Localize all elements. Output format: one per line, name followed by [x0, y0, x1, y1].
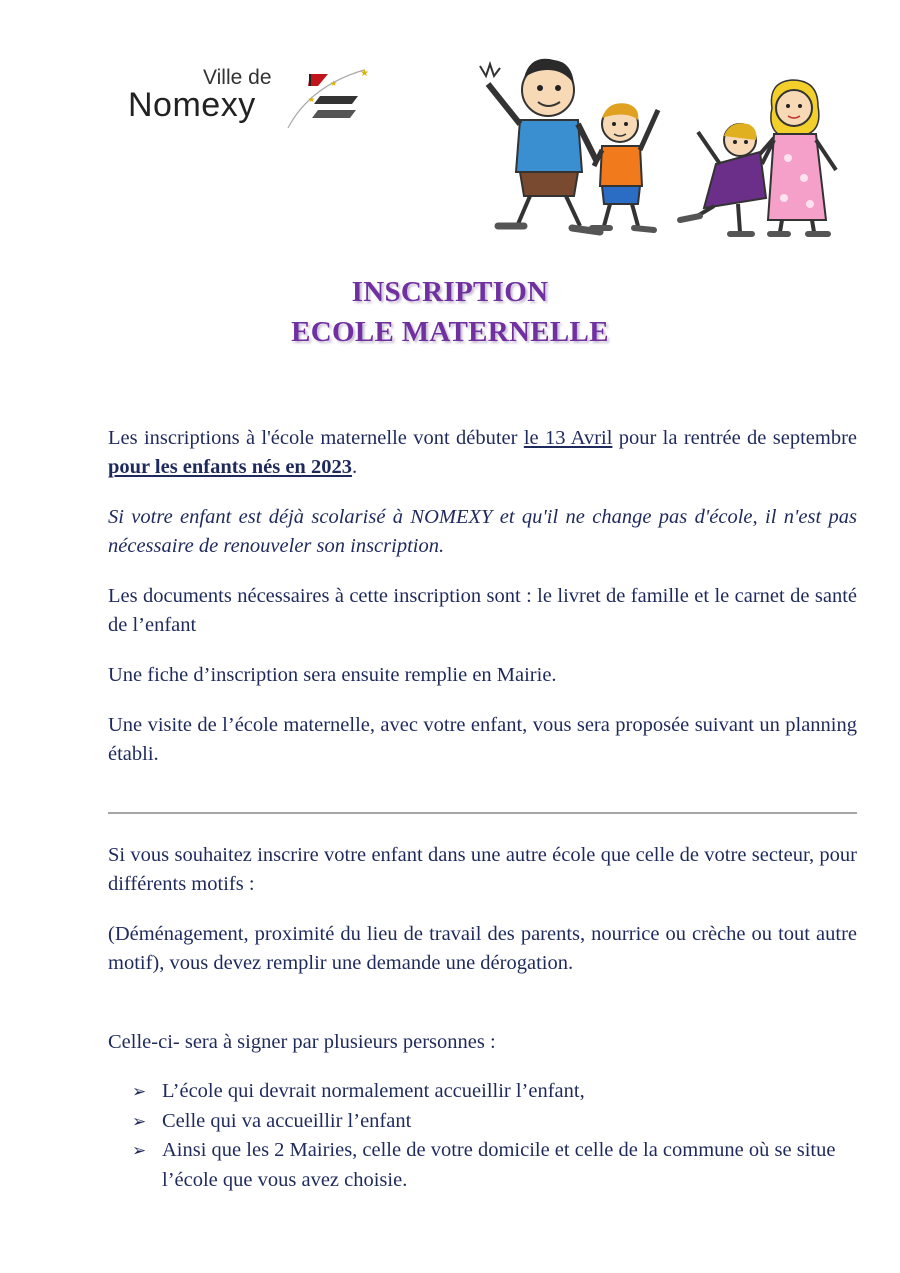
divider	[108, 812, 857, 814]
nomexy-logo	[128, 66, 368, 136]
logo-name-text: Nomexy	[128, 86, 256, 124]
mom-figure	[762, 80, 836, 234]
paragraph-visit: Une visite de l’école maternelle, avec votre enfant, vous sera proposée suivant un planning établi.	[108, 714, 857, 765]
nomexy-logo-icon	[280, 66, 370, 136]
list-item	[132, 1077, 857, 1107]
list-item	[132, 1107, 857, 1137]
list-item-text: L’école qui devrait normalement accueillir l’enfant,	[162, 1080, 585, 1102]
paragraph-other-school: Si vous souhaitez inscrire votre enfant dans une autre école que celle de votre secteur, pour différents motifs :	[108, 844, 857, 895]
paragraph-signatures: Celle-ci- sera à signer par plusieurs personnes :	[108, 1031, 496, 1053]
p1-text-c: .	[351, 456, 358, 478]
paragraph-reasons: (Déménagement, proximité du lieu de travail des parents, nourrice ou crèche ou tout autre motif), vous devez remplir une demande une dérogation.	[108, 923, 857, 974]
paragraph-dates	[108, 424, 857, 482]
paragraph-form: Une fiche d’inscription sera ensuite remplie en Mairie.	[108, 664, 557, 686]
arrow-bullet-icon: ➢	[132, 1082, 147, 1101]
signatories-list	[132, 1077, 857, 1195]
paragraph-documents: Les documents nécessaires à cette inscription sont : le livret de famille et le carnet de santé de l’enfant	[108, 585, 857, 636]
svg-text:★: ★	[308, 95, 316, 104]
page-title-line1: INSCRIPTION	[351, 276, 549, 308]
list-item-text: Ainsi que les 2 Mairies, celle de votre domicile et celle de la commune où se situe l’école que vous avez choisie.	[162, 1139, 836, 1191]
logo-ville-text: Ville de	[203, 66, 272, 89]
dad-figure	[480, 59, 600, 232]
p1-date: le 13 Avril	[523, 427, 613, 449]
paragraph-already-enrolled: Si votre enfant est déjà scolarisé à NOMEXY et qu'il ne change pas d'école, il n'est pas nécessaire de renouveler son inscription.	[108, 506, 857, 557]
arrow-bullet-icon: ➢	[132, 1111, 147, 1131]
svg-text:★: ★	[330, 79, 338, 88]
boy-figure	[592, 103, 658, 230]
svg-text:★: ★	[360, 68, 369, 79]
list-item-text: Celle qui va accueillir l’enfant	[162, 1109, 412, 1132]
list-item	[132, 1136, 857, 1195]
p1-bold: pour les enfants nés en 2023	[108, 456, 352, 478]
family-illustration	[468, 48, 858, 240]
p1-text-a: Les inscriptions à l'école maternelle vont débuter	[108, 427, 524, 449]
girl-figure	[680, 123, 774, 234]
p1-text-b: pour la rentrée de septembre	[612, 427, 857, 449]
arrow-bullet-icon: ➢	[132, 1141, 147, 1160]
page-title-line2: ECOLE MATERNELLE	[291, 316, 609, 348]
